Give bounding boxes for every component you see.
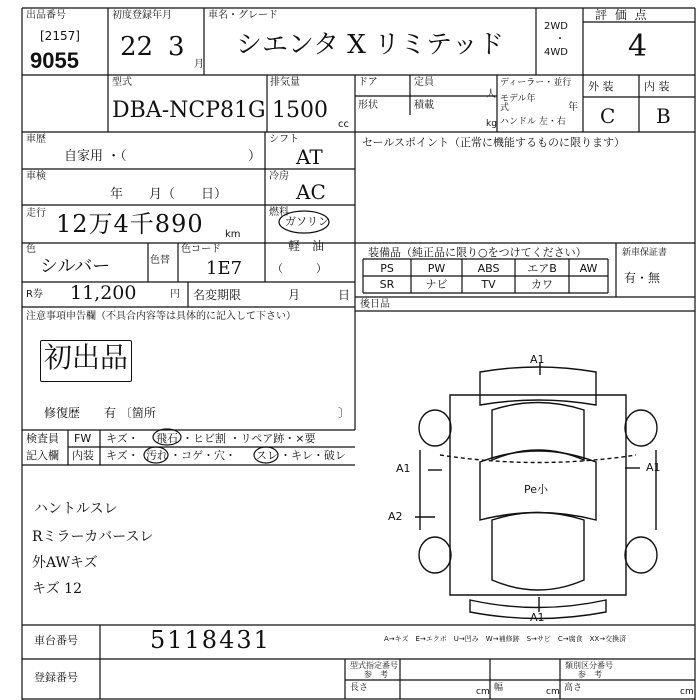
type-approval-label: 型式指定番号 (350, 661, 398, 670)
color-code-value: 1E7 (206, 258, 243, 279)
height-label: 高さ (564, 683, 583, 693)
insp-row2-b: 汚れ (146, 449, 168, 462)
door-label: ドア (358, 77, 378, 88)
title-month: 月 (288, 288, 301, 302)
height-unit: cm (680, 687, 694, 697)
score-value: 4 (628, 29, 648, 64)
fuel-diesel: 軽 油 (288, 239, 325, 253)
title-label: 名変期限 (193, 288, 242, 302)
equip-pw: PW (427, 262, 446, 275)
interior-value: B (656, 104, 671, 128)
warranty-label: 新車保証書 (622, 248, 668, 258)
note-line: キズ 12 (32, 581, 82, 597)
km-unit: km (225, 229, 241, 240)
length-unit: cm (476, 687, 490, 697)
warranty-value: 有・無 (624, 271, 661, 285)
model-value: DBA-NCP81G (112, 98, 266, 123)
model-year-label: モデル年式 (500, 94, 536, 113)
exterior-label: 外 装 (588, 80, 614, 93)
notes-value: 初出品 (44, 341, 129, 374)
chassis-value: 5118431 (150, 626, 271, 654)
yen-unit: 円 (170, 289, 180, 300)
history-label: 車歴 (26, 134, 46, 145)
title-day: 日 (338, 288, 351, 302)
equip-ps: PS (380, 262, 394, 275)
history-value: 自家用 ・（ (64, 149, 127, 164)
exterior-value: C (600, 104, 616, 128)
width-unit: cm (546, 687, 560, 697)
inspector-label2: 記入欄 (26, 449, 59, 462)
inspection-value: 年 月（ 日） (110, 187, 228, 202)
notes-label: 注意事項申告欄（不具合内容等は具体的に記入して下さい） (26, 311, 296, 322)
note-line: ハントルスレ (34, 501, 118, 517)
displacement-label: 排気量 (270, 77, 300, 88)
insp-row1-b: 飛石 (156, 432, 178, 445)
shift-value: AT (296, 145, 323, 169)
category-ref: 参 考 (578, 670, 602, 679)
fuel-gas: ガソリン (285, 215, 329, 228)
damage-mark: A1 (530, 353, 545, 366)
color-value: シルバー (40, 256, 111, 277)
repair-label: 修復歴 有 〔箇所 (44, 406, 156, 420)
model-label: 型式 (112, 77, 132, 88)
length-label: 長さ (350, 683, 369, 693)
reg-label: 登録番号 (34, 671, 78, 684)
dealer-label: ディーラー・並行 (500, 78, 572, 88)
type-approval-ref: 参 考 (364, 670, 388, 679)
insp-row1-c: ・ヒビ割 ・リペア跡・×要 (182, 432, 316, 445)
lot-code: [2157] (40, 29, 80, 43)
after-label: 後日品 (360, 299, 390, 310)
sales-point-label: セールスポイント（正常に機能するものに限ります） (362, 136, 626, 149)
mileage-label: 走行 (26, 208, 46, 219)
lot-label: 出品番号 (26, 10, 66, 21)
mileage-value: 12万4千890 (56, 210, 204, 238)
damage-mark: A1 (530, 611, 545, 624)
year-unit: 年 (568, 102, 578, 113)
note-line: Rミラーカバースレ (32, 529, 154, 545)
load-label: 積載 (414, 100, 434, 111)
interior-label: 内 装 (644, 80, 670, 93)
equip-tv: TV (481, 278, 496, 291)
history-close: ） (248, 149, 262, 164)
shift-label: シフト (269, 134, 299, 145)
shape-label: 形状 (358, 100, 378, 111)
insp-row2-d: スレ (256, 449, 278, 462)
first-reg-month: 3 (168, 32, 185, 62)
inspection-label: 車検 (26, 171, 46, 182)
damage-mark: A1 (396, 462, 411, 475)
month-unit: 月 (194, 59, 204, 70)
damage-mark: A1 (646, 461, 661, 474)
ac-value: AC (296, 180, 326, 204)
damage-mark: A2 (388, 510, 403, 523)
insp-row2-c: ・コゲ・穴・ (170, 449, 236, 462)
equip-aw: AW (579, 262, 598, 275)
repair-close: 〕 (338, 406, 351, 420)
color-change-label: 色替 (150, 255, 170, 266)
cc-unit: cc (338, 119, 349, 130)
displacement-value: 1500 (272, 98, 328, 123)
first-reg-year: 22 (120, 32, 154, 62)
drive-dot: ・ (555, 34, 565, 45)
name-label: 車名・グレード (208, 10, 278, 21)
insp-interior: 内装 (72, 449, 94, 462)
name-value: シエンタ X リミテッド (236, 30, 504, 60)
handle-label: ハンドル 左・右 (500, 117, 566, 127)
color-label: 色 (26, 244, 36, 255)
capacity-label: 定員 (414, 77, 434, 88)
damage-legend: A→キズ E→エクボ U→凹み W→補修跡 S→サビ C→腐食 XX→交換済 (384, 635, 627, 643)
recycle-value: 11,200 (70, 282, 137, 304)
score-label: 評 価 点 (595, 8, 649, 22)
note-line: 外AWキズ (32, 555, 98, 571)
insp-row2-e: ・キレ・破レ (280, 449, 346, 462)
equip-sr: SR (379, 278, 395, 291)
equip-airbag: エアB (527, 262, 557, 275)
insp-fw: FW (74, 432, 92, 445)
insp-row2-a: キズ・ (106, 449, 139, 462)
insp-row1-a: キズ・ (106, 432, 139, 445)
ac-label: 冷房 (269, 171, 289, 182)
kg-unit: kg (486, 119, 497, 129)
equip-navi: ナビ (425, 278, 448, 291)
drive-4wd: 4WD (544, 47, 568, 58)
fuel-label: 燃料 (269, 207, 289, 218)
equip-leather: カワ (531, 278, 553, 291)
width-label: 幅 (494, 683, 504, 693)
equip-abs: ABS (477, 262, 500, 275)
chassis-label: 車台番号 (34, 634, 78, 647)
interior-mark: Pe小 (524, 483, 549, 496)
drive-2wd: 2WD (544, 21, 568, 32)
recycle-label: R券 (26, 289, 43, 300)
equip-label: 装備品（純正品に限り○をつけてください） (368, 246, 587, 259)
fuel-paren: （ ） (272, 262, 327, 275)
first-reg-label: 初度登録年月 (112, 10, 172, 21)
color-code-label: 色コード (181, 244, 221, 255)
category-label: 類別区分番号 (565, 661, 613, 670)
inspector-label: 検査員 (26, 432, 59, 445)
lot-number: 9055 (30, 48, 79, 73)
person-unit: 人 (486, 89, 496, 100)
